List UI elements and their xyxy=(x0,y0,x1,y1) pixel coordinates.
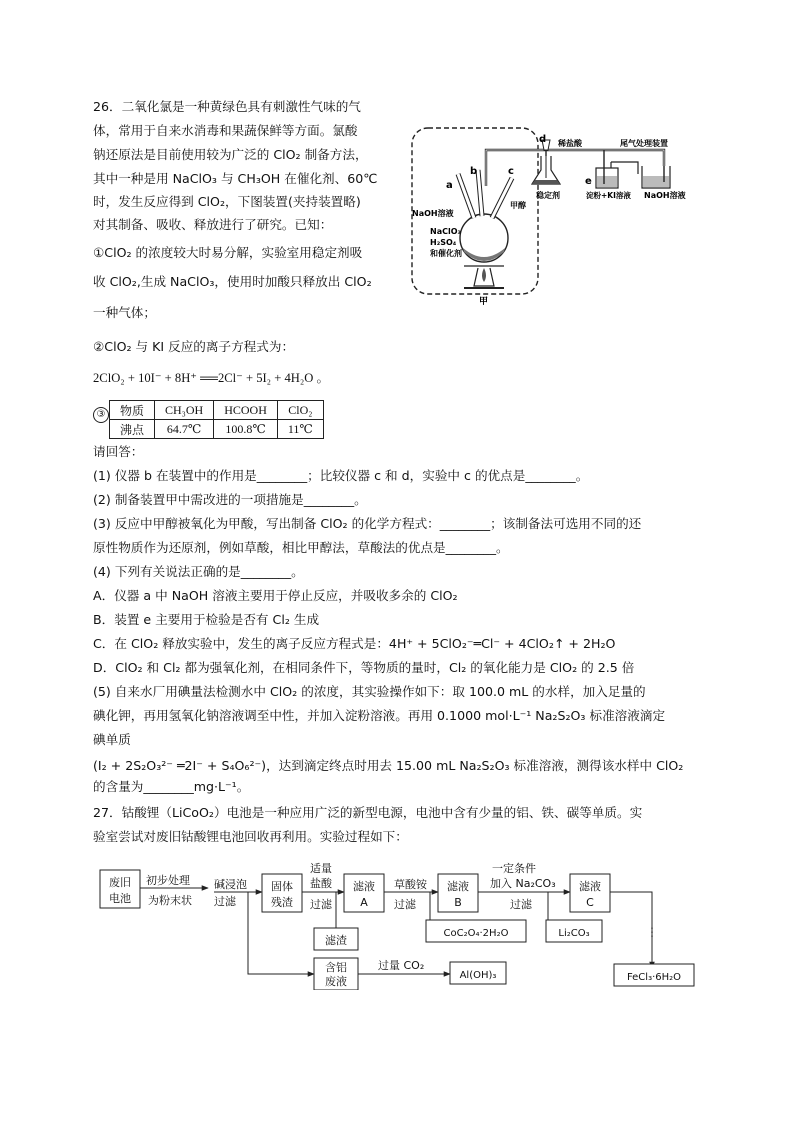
q26-question-5e: 的含量为________mg·L⁻¹。 xyxy=(93,779,250,794)
arrow5-line3: 过滤 xyxy=(510,898,532,911)
label-naoh-left: NaOH溶液 xyxy=(412,209,454,218)
label-catalyst: 和催化剂 xyxy=(430,249,462,258)
q27-intro-line-1: 27．钴酸锂（LiCoO₂）电池是一种应用广泛的新型电源，电池中含有少量的铝、铁、碳等单质。实 xyxy=(93,805,643,820)
table-cell: HCOOH xyxy=(214,401,278,420)
q26-prompt: 请回答： xyxy=(93,444,144,459)
label-hcl: 稀盐酸 xyxy=(558,139,582,148)
ellipsis: ⋮ xyxy=(646,925,658,939)
label-ki-starch: 淀粉+KI溶液 xyxy=(586,191,631,200)
table-cell: 物质 xyxy=(110,401,155,420)
q26-intro-line-6: 对其制备、吸收、释放进行了研究。已知： xyxy=(93,217,333,232)
box-filtrate-c-line2: C xyxy=(586,896,594,909)
box-filtrate-b-line1: 滤液 xyxy=(447,880,469,893)
table-cell: 100.8℃ xyxy=(214,420,278,439)
q27-intro-line-2: 验室尝试对废旧钴酸锂电池回收再利用。实验过程如下： xyxy=(93,829,408,844)
label-h2so4: H₂SO₄ xyxy=(430,238,457,247)
box-waste-line1: 废旧 xyxy=(109,876,131,889)
q26-question-3b: 原性物质作为还原剂，例如草酸，相比甲醇法，草酸法的优点是________。 xyxy=(93,540,509,555)
arrow6-label: 过量 CO₂ xyxy=(378,959,425,972)
box-al-waste-line1: 含铝 xyxy=(325,961,347,974)
label-naclo3: NaClO₃ xyxy=(430,227,462,236)
q26-known3-number: ③ xyxy=(93,407,109,423)
box-al-waste-line2: 废液 xyxy=(325,975,347,988)
label-naoh-right: NaOH溶液 xyxy=(644,191,686,200)
boiling-point-table xyxy=(109,400,324,439)
label-stabilizer: 稳定剂 xyxy=(536,191,560,200)
box-lithium-carbonate: Li₂CO₃ xyxy=(558,928,590,939)
label-c: c xyxy=(508,166,514,177)
box-filtrate-b-line2: B xyxy=(454,896,462,909)
q26-known2-equation: 2ClO₂ + 10I⁻ + 8H⁺ ══2Cl⁻ + 5I₂ + 4H₂O 。 xyxy=(93,371,330,385)
q26-intro-line-2: 体，常用于自来水消毒和果蔬保鲜等方面。氯酸 xyxy=(93,123,358,138)
arrow4-line2: 过滤 xyxy=(394,898,416,911)
table-row xyxy=(110,420,324,439)
label-tail: 尾气处理装置 xyxy=(620,139,668,148)
box-filtrate-c-line1: 滤液 xyxy=(579,880,601,893)
table-cell: 11℃ xyxy=(277,420,323,439)
q26-question-5a: (5) 自来水厂用碘量法检测水中 ClO₂ 的浓度，其实验操作如下：取 100.0 mL 的水样，加入足量的 xyxy=(93,684,646,699)
table-cell: 沸点 xyxy=(110,420,155,439)
box-solid-line2: 残渣 xyxy=(271,896,293,909)
q26-option-a: A．仪器 a 中 NaOH 溶液主要用于停止反应，并吸收多余的 ClO₂ xyxy=(93,588,458,603)
q26-question-1: (1) 仪器 b 在装置中的作用是________；比较仪器 c 和 d，实验中 c 的优点是________。 xyxy=(93,468,589,483)
box-aluminum-hydroxide: Al(OH)₃ xyxy=(459,970,497,981)
q26-intro-line-4: 其中一种是用 NaClO₃ 与 CH₃OH 在催化剂、60℃ xyxy=(93,171,378,186)
q26-intro-line-1: 26．二氧化氯是一种黄绿色具有刺激性气味的气 xyxy=(93,99,361,114)
box-solid-line1: 固体 xyxy=(271,880,293,893)
box-filtrate-a-line1: 滤液 xyxy=(353,880,375,893)
q26-known1-line-3: 一种气体； xyxy=(93,305,156,320)
q26-option-d: D．ClO₂ 和 Cl₂ 都为强氧化剂，在相同条件下，等物质的量时，Cl₂ 的氧化能力是 ClO₂ 的 2.5 倍 xyxy=(93,660,635,675)
q26-question-2: (2) 制备装置甲中需改进的一项措施是________。 xyxy=(93,492,367,507)
label-b: b xyxy=(470,166,478,177)
box-ferric-chloride: FeCl₃·6H₂O xyxy=(626,972,682,983)
q26-known2-label: ②ClO₂ 与 KI 反应的离子方程式为： xyxy=(93,339,295,354)
q26-intro-line-5: 时，发生反应得到 ClO₂，下图装置(夹持装置略) xyxy=(93,194,361,209)
table-cell: CH₃OH xyxy=(155,401,214,420)
arrow5-line1: 一定条件 xyxy=(492,862,536,875)
label-methanol: 甲醇 xyxy=(510,201,526,210)
label-e: e xyxy=(585,176,592,187)
arrow2-line2: 过滤 xyxy=(214,895,236,908)
box-cobalt-oxalate: CoC₂O₄·2H₂O xyxy=(443,928,509,939)
box-waste-line2: 电池 xyxy=(109,892,131,905)
arrow1-line1: 初步处理 xyxy=(146,874,190,887)
q26-question-3a: (3) 反应中甲醇被氧化为甲酸，写出制备 ClO₂ 的化学方程式：________；该制备法可选用不同的还 xyxy=(93,516,642,531)
q26-intro-line-3: 钠还原法是目前使用较为广泛的 ClO₂ 制备方法， xyxy=(93,147,368,162)
arrow4-line1: 草酸铵 xyxy=(394,878,427,891)
arrow5-line2: 加入 Na₂CO₃ xyxy=(490,877,556,890)
label-a: a xyxy=(446,180,453,191)
table-cell: 64.7℃ xyxy=(155,420,214,439)
table-row xyxy=(110,401,324,420)
arrow3-line1: 适量 xyxy=(310,862,332,875)
label-d: d xyxy=(539,134,547,145)
q26-known1-line-1: ①ClO₂ 的浓度较大时易分解，实验室用稳定剂吸 xyxy=(93,245,363,260)
label-jia: 甲 xyxy=(479,297,489,307)
q26-question-5d: (I₂ + 2S₂O₃²⁻ ═2I⁻ + S₄O₆²⁻)，达到滴定终点时用去 15.00 mL Na₂S₂O₃ 标准溶液，测得该水样中 ClO₂ xyxy=(93,758,684,773)
arrow3-line2: 盐酸 xyxy=(310,877,332,890)
box-residue: 滤渣 xyxy=(325,934,347,947)
arrow1-line2: 为粉末状 xyxy=(148,894,192,907)
box-filtrate-a-line2: A xyxy=(360,896,368,909)
q26-known1-line-2: 收 ClO₂,生成 NaClO₃，使用时加酸只释放出 ClO₂ xyxy=(93,274,372,289)
apparatus-diagram xyxy=(408,126,698,308)
q26-option-c: C．在 ClO₂ 释放实验中，发生的离子反应方程式是：4H⁺ + 5ClO₂⁻═Cl⁻ + 4ClO₂↑ + 2H₂O xyxy=(93,636,616,651)
q26-question-5c: 碘单质 xyxy=(93,732,131,747)
q26-option-b: B．装置 e 主要用于检验是否有 Cl₂ 生成 xyxy=(93,612,320,627)
q26-question-4: (4) 下列有关说法正确的是________。 xyxy=(93,564,304,579)
arrow2-line1: 碱浸泡 xyxy=(214,878,247,891)
table-cell: ClO₂ xyxy=(277,401,323,420)
process-flowchart xyxy=(96,858,716,990)
arrow3-line3: 过滤 xyxy=(310,898,332,911)
q26-question-5b: 碘化钾，再用氢氧化钠溶液调至中性，并加入淀粉溶液。再用 0.1000 mol·L⁻¹ Na₂S₂O₃ 标准溶液滴定 xyxy=(93,708,666,723)
